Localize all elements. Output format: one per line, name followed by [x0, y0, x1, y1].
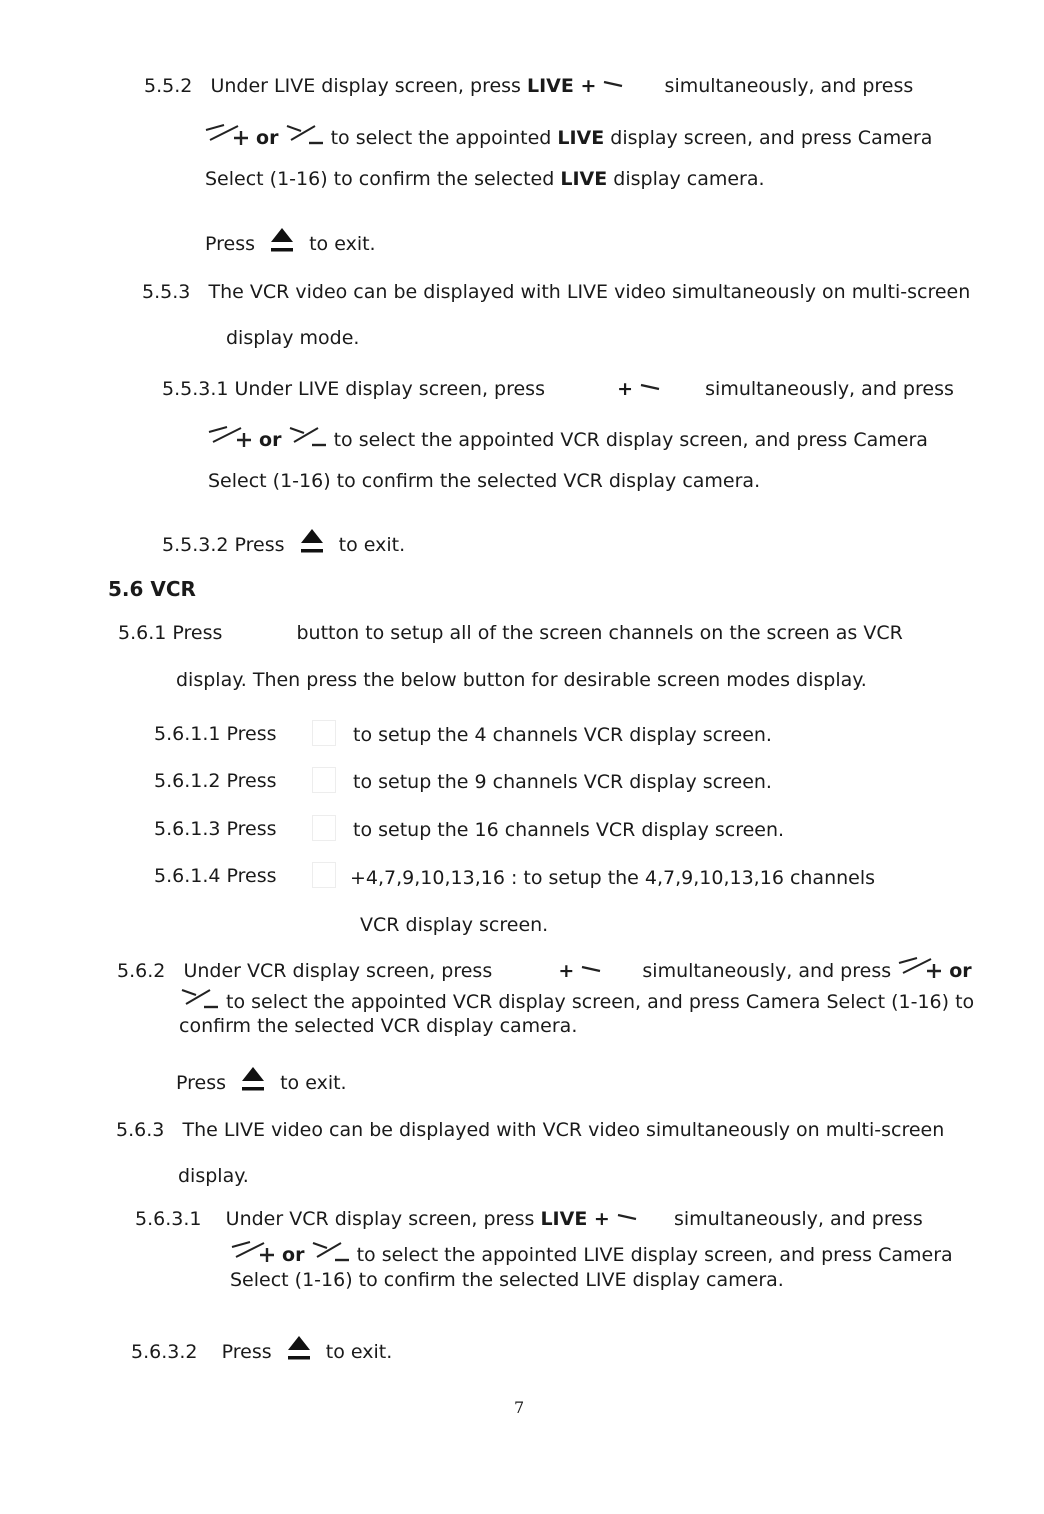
text: Under VCR display screen, press	[225, 1208, 535, 1230]
s552-press-exit	[205, 226, 376, 256]
sixteen-view-button	[312, 815, 336, 841]
plus-text: +	[617, 378, 633, 400]
s562-press-exit	[176, 1065, 347, 1095]
or-text: or	[949, 960, 972, 982]
s5631-line1	[135, 1207, 923, 1231]
exit-text: to exit.	[325, 1341, 393, 1363]
eject-icon	[240, 1065, 266, 1095]
s5531-line3	[208, 469, 760, 493]
zoom-plus-icon	[230, 1239, 276, 1265]
s5631-line2	[230, 1239, 953, 1267]
zoom-minus-icon	[180, 986, 220, 1012]
s5632-press-exit	[131, 1334, 392, 1364]
s5613-label: 5.6.1.3 Press	[154, 818, 277, 840]
text: to select the appointed	[330, 127, 552, 149]
press-text: Press	[205, 233, 256, 255]
s5614-text: +4,7,9,10,13,16 : to setup the 4,7,9,10,13,16 channels	[350, 867, 876, 889]
section-number: 5.6.3	[116, 1119, 165, 1141]
text: display screen, and press Camera	[610, 127, 933, 149]
exit-text: to exit.	[338, 534, 406, 556]
s562-line3	[179, 1014, 577, 1038]
s5531-line1	[162, 377, 954, 401]
s553-line1	[142, 280, 970, 304]
s552-line2	[204, 122, 932, 150]
press-text: Press	[176, 1072, 227, 1094]
text: simultaneously, and press	[642, 960, 892, 982]
s562-line1	[117, 955, 972, 983]
s562-line2	[180, 986, 974, 1014]
page-number: 7	[514, 1398, 525, 1417]
nine-view-button	[312, 767, 336, 793]
text: simultaneously, and press	[674, 1208, 923, 1230]
eject-icon	[286, 1334, 312, 1364]
arrow-icon	[616, 1211, 640, 1223]
s5612-text: to setup the 9 channels VCR display screen.	[353, 771, 772, 793]
text: confirm the selected VCR display camera.	[179, 1015, 578, 1037]
section-number: 5.6.3.1	[135, 1208, 202, 1230]
plus-text: +	[558, 960, 575, 982]
text: to select the appointed LIVE display screen, and press Camera	[356, 1244, 953, 1266]
multi-view-button	[312, 862, 336, 888]
section-number: 5.5.3	[142, 281, 191, 303]
text: display mode.	[226, 327, 360, 349]
s561-line2	[176, 668, 867, 692]
exit-text: to exit.	[309, 233, 376, 255]
s5631-line3	[230, 1268, 784, 1292]
text: Under LIVE display screen, press	[210, 75, 521, 97]
text: button to setup all of the screen channels on the screen as VCR	[296, 622, 903, 644]
s552-line3	[205, 167, 765, 191]
text: display.	[178, 1165, 249, 1187]
text: Select (1-16) to confirm the selected	[205, 168, 555, 190]
text: The LIVE video can be displayed with VCR video simultaneously on multi-screen	[182, 1119, 945, 1141]
text: Select (1-16) to confirm the selected VCR display camera.	[208, 470, 761, 492]
section-number: 5.6.2	[117, 960, 166, 982]
arrow-icon	[639, 381, 663, 393]
text: 5.6.1 Press	[118, 622, 223, 644]
s5611-label: 5.6.1.1 Press	[154, 723, 277, 745]
s553-line2	[226, 326, 359, 350]
text: 5.5.3.1 Under LIVE display screen, press	[162, 378, 545, 400]
text: The VCR video can be displayed with LIVE video simultaneously on multi-screen	[208, 281, 971, 303]
text: simultaneously, and press	[705, 378, 954, 400]
s5614-label: 5.6.1.4 Press	[154, 865, 277, 887]
s5611-text: to setup the 4 channels VCR display screen.	[353, 724, 772, 746]
zoom-minus-icon	[288, 424, 328, 450]
arrow-icon	[602, 78, 626, 90]
s5531-line2	[207, 424, 928, 452]
quad-view-button	[312, 720, 336, 746]
s5614-text2: VCR display screen.	[360, 914, 549, 936]
press-text: Press	[221, 1341, 272, 1363]
text: display camera.	[613, 168, 765, 190]
s552-line1	[144, 74, 913, 98]
text: display. Then press the below button for desirable screen modes display.	[176, 669, 867, 691]
section-heading: 5.6 VCR	[108, 577, 196, 601]
zoom-minus-icon	[311, 1239, 351, 1265]
section-number: 5.6.3.2	[131, 1341, 198, 1363]
live-key: LIVE	[557, 127, 605, 149]
text: to select the appointed VCR display screen, and press Camera	[333, 429, 928, 451]
or-text: or	[259, 429, 282, 451]
zoom-plus-icon	[897, 955, 943, 981]
live-key: LIVE +	[540, 1208, 610, 1230]
eject-icon	[299, 527, 325, 557]
text: to select the appointed VCR display screen, and press Camera Select (1-16) to	[226, 991, 975, 1013]
live-key: LIVE +	[527, 75, 597, 97]
zoom-plus-icon	[207, 424, 253, 450]
or-text: or	[256, 127, 279, 149]
live-key: LIVE	[560, 168, 608, 190]
s5612-label: 5.6.1.2 Press	[154, 770, 277, 792]
zoom-minus-icon	[285, 122, 325, 148]
s563-line2	[178, 1164, 249, 1188]
s5532-press-exit	[162, 527, 405, 557]
s563-line1	[116, 1118, 944, 1142]
exit-text: to exit.	[280, 1072, 347, 1094]
s5613-text: to setup the 16 channels VCR display screen.	[353, 819, 785, 841]
text: Select (1-16) to confirm the selected LIVE display camera.	[230, 1269, 784, 1291]
arrow-icon	[580, 963, 604, 975]
section-number: 5.5.2	[144, 75, 193, 97]
text: Under VCR display screen, press	[183, 960, 493, 982]
text: simultaneously, and press	[664, 75, 914, 97]
zoom-plus-icon	[204, 122, 250, 148]
s561-line1	[118, 621, 903, 645]
eject-icon	[269, 226, 295, 256]
or-text: or	[282, 1244, 305, 1266]
press-text: 5.5.3.2 Press	[162, 534, 285, 556]
